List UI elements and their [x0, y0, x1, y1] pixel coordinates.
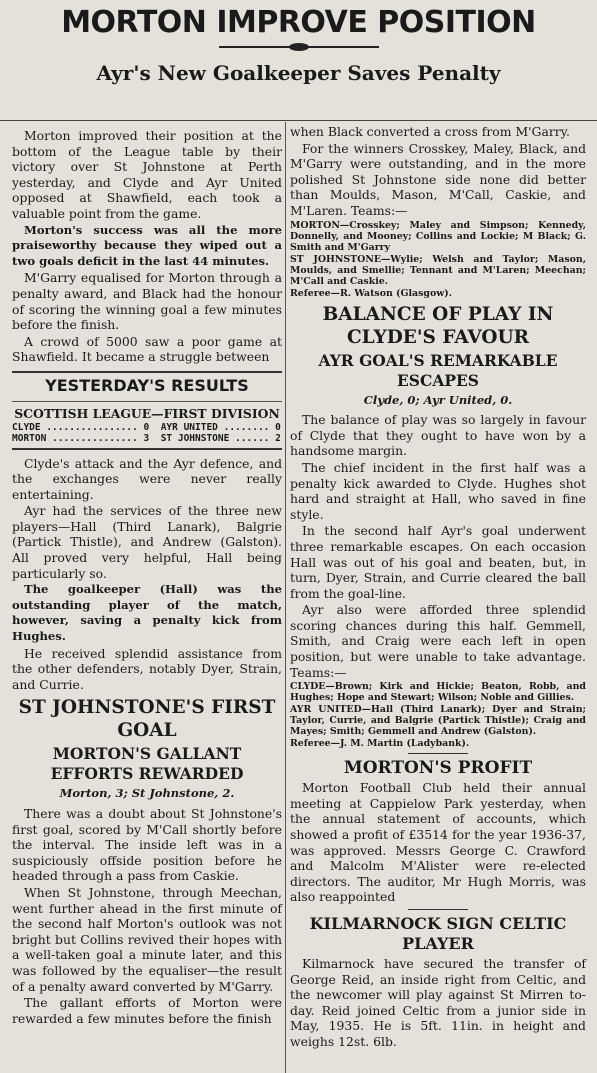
balance-para: Ayr also were afforded three splendid scoring chances during this half. Gemmell, Smith, and Craig were each left in open position, but were unable to take advantage. Teams:— [290, 602, 586, 680]
clyde-para: He received splendid assistance from the other defenders, notably Dyer, Strain, and Currie. [12, 645, 282, 692]
headline: MORTON IMPROVE POSITION [61, 5, 536, 40]
clyde-para: The goalkeeper (Hall) was the outstanding player of the match, however, saving a penalty kick from Hughes. [12, 582, 282, 644]
intro-para: Morton improved their position at the bottom of the League table by their victory over St Johnstone at Perth yesterday, and Clyde and Ayr United opposed at Shawfield, each took a valuable point from the game. [12, 128, 282, 221]
results-subtitle: SCOTTISH LEAGUE—FIRST DIVISION [12, 401, 282, 422]
balance-score: Clyde, 0; Ayr United, 0. [363, 392, 513, 407]
result-row: MORTON ............... 3 ST JOHNSTONE ...... 2 [12, 432, 281, 444]
kilmarnock-para: Kilmarnock have secured the transfer of George Reid, an inside right from Celtic, and the newcomer will play against St Mirren to-day. Reid joined Celtic from a junior side in May, 1935. He is 5ft. 11in. in height and weighs 12st. 6lb. [290, 956, 586, 1049]
teams-para: MORTON—Crosskey; Maley and Simpson; Kennedy, Donnelly, and Mooney; Collins and Lockie; M Black; G. Smith and M'Garry [290, 219, 586, 253]
stj-subheading: MORTON'S GALLANT EFFORTS REWARDED [50, 744, 244, 784]
intro-para: M'Garry equalised for Morton through a penalty award, and Black had the honour of scoring the winning goal a few minutes before the finish. [12, 270, 282, 333]
subheadline: Ayr's New Goalkeeper Saves Penalty [96, 61, 501, 85]
balance-subheading: AYR GOAL'S REMARKABLE ESCAPES [318, 350, 558, 390]
stj-para: There was a doubt about St Johnstone's first goal, scored by M'Call shortly before the interval. The inside left was in a suspiciously offside position before he headed through a pass from Caskie. [12, 806, 282, 884]
referee: Referee—R. Watson (Glasgow). [290, 287, 452, 299]
section-rule [408, 753, 468, 754]
cont-para: when Black converted a cross from M'Garry. [290, 124, 570, 139]
balance-heading: BALANCE OF PLAY IN CLYDE'S FAVOUR [322, 303, 554, 348]
profit-para: Morton Football Club held their annual meeting at Cappielow Park yesterday, when the annual statement of accounts, which showed a profit of £3514 for the year 1936-37, was approved. Messrs George C. Crawford and Malcolm M'Alister were re-elected directors. The auditor, Mr Hugh Morris, was also reappointed [290, 780, 586, 905]
referee: Referee—J. M. Martin (Ladybank). [290, 738, 470, 750]
clyde-para: Clyde's attack and the Ayr defence, and the exchanges were never really entertaining. [12, 455, 282, 502]
stj-score: Morton, 3; St Johnstone, 2. [59, 786, 235, 801]
stj-para: The gallant efforts of Morton were rewarded a few minutes before the finish [12, 995, 282, 1026]
section-rule [408, 909, 468, 910]
teams-para: ST JOHNSTONE—Wylie; Welsh and Taylor; Mason, Moulds, and Smellie; Tennant and M'Laren; Meechan; M'Call and Caskie. [290, 253, 586, 287]
result-row: CLYDE ................ 0 AYR UNITED ........ 0 [12, 421, 281, 433]
stj-heading: ST JOHNSTONE'S FIRST GOAL [18, 697, 276, 742]
balance-para: In the second half Ayr's goal underwent three remarkable escapes. On each occasion Hall was out of his goal and beaten, but, in turn, Dyer, Strain, and Currie cleared the ball from the goal-line. [290, 523, 586, 601]
header-rule [0, 120, 597, 121]
stj-para: When St Johnstone, through Meechan, went further ahead in the first minute of the second half Morton's outlook was not bright but Collins revived their hopes with a well-taken goal a minute later, and this was followed by the equaliser—the result of a penalty award converted by M'Garry. [12, 884, 282, 994]
intro-para: A crowd of 5000 saw a poor game at Shawfield. It became a struggle between [12, 333, 282, 365]
ornament-rule [219, 46, 379, 54]
results-box [12, 371, 282, 450]
balance-para: The balance of play was so largely in favour of Clyde that they ought to have won by a handsome margin. [290, 412, 586, 459]
teams-para: AYR UNITED—Hall (Third Lanark); Dyer and Strain; Taylor, Currie, and Balgrie (Partick Thistle); Craig and Mayes; Smith; Gemmell and Andrew (Galston). [290, 704, 586, 738]
profit-heading: MORTON'S PROFIT [343, 758, 533, 779]
teams-para: CLYDE—Brown; Kirk and Hickie; Beaton, Robb, and Hughes; Hope and Stewart; Wilson; Noble and Gillies. [290, 681, 586, 704]
intro-para: Morton's success was all the more praiseworthy because they wiped out a two goals deficit in the last 44 minutes. [12, 222, 282, 268]
clyde-para: Ayr had the services of the three new players—Hall (Third Lanark), Balgrie (Partick Thistle), and Andrew (Galston). All proved very helpful, Hall being particularly so. [12, 503, 282, 581]
balance-para: The chief incident in the first half was a penalty kick awarded to Clyde. Hughes shot hard and straight at Hall, who saved in fine style. [290, 459, 586, 522]
column-divider [285, 122, 286, 1073]
left-column [12, 128, 282, 1027]
right-column [290, 124, 586, 1051]
results-title: YESTERDAY'S RESULTS [45, 375, 249, 395]
cont-para: For the winners Crosskey, Maley, Black, and M'Garry were outstanding, and in the more polished St Johnstone side none did better than Moulds, Mason, M'Call, Caskie, and M'Laren. Teams:— [290, 140, 586, 218]
kilmarnock-heading: KILMARNOCK SIGN CELTIC PLAYER [309, 914, 567, 953]
